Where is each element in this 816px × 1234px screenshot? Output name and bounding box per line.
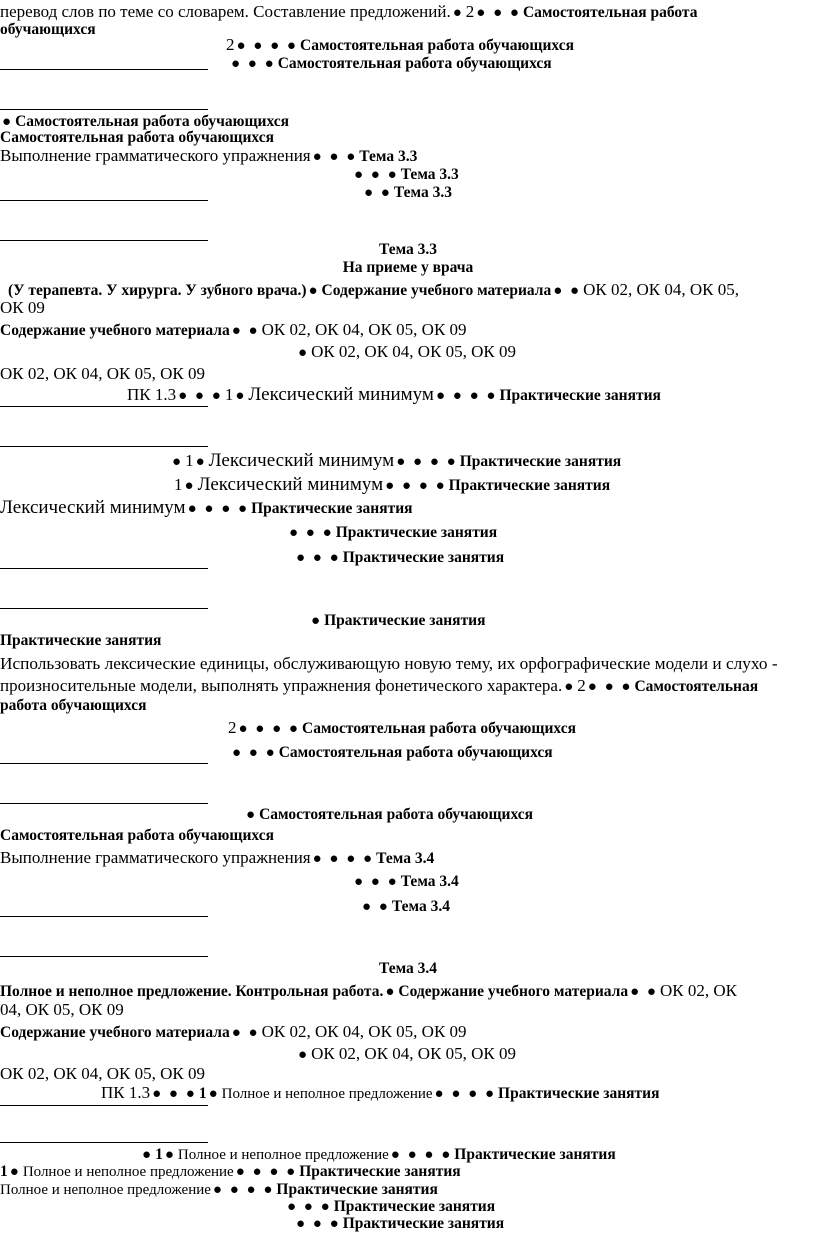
bullet-icon: ● [246,807,258,823]
bullet-icon: ● ● ● [178,388,223,404]
bold-text: Самостоятельная работа обучающихся [300,37,574,54]
text: Лексический минимум [197,474,384,495]
bold-text: Практические занятия [342,1215,505,1232]
bullet-icon: ● [208,1086,220,1102]
bold-text: Тема 3.3 [393,184,452,201]
bullet-icon: ● ● [231,323,260,339]
text: ОК 02, ОК 04, ОК 05, ОК 09 [311,1044,517,1063]
bullet-icon: ● ● ● [287,1199,332,1215]
separator-line [0,446,208,447]
bullet-icon: ● ● ● [232,745,277,761]
separator-line [0,803,208,804]
separator-line [0,200,208,201]
bullet-icon: ● ● ● [476,5,521,21]
separator-line [0,956,208,957]
section-heading: Тема 3.3 [378,241,438,258]
text-line: работа обучающихся [0,697,147,714]
text-line [0,676,758,697]
text-line [287,522,497,543]
section-subtitle: На приеме у врача [342,259,474,276]
bullet-icon: ● ● ● ● [236,38,298,54]
bold-text: 1 [0,1163,8,1180]
bullet-icon: ● ● ● ● [435,388,498,404]
text: ОК 02, ОК 04, ОК 05, [583,280,739,299]
number: 2 [465,2,475,21]
text-line: ОК 02, ОК 04, ОК 05, ОК 09 [0,1064,205,1083]
text-line [294,547,504,568]
bold-text: Полное и неполное предложение. Контрольная работа. [0,983,384,1000]
bold-text: Самостоятельная работа обучающихся [15,113,290,130]
text-line [244,804,533,825]
number: 2 [228,718,237,737]
bold-text: 1 [155,1146,163,1163]
bullet-icon: ● ● ● ● [385,478,447,494]
bullet-icon: ● ● ● [354,874,399,890]
text-line [0,2,698,23]
bullet-icon: ● [311,613,323,629]
text: Полное и неполное предложение [177,1147,389,1163]
text-line: обучающихся [0,21,96,38]
bold-text: Практические занятия [459,453,622,470]
bullet-icon: ● ● ● [312,149,358,165]
text-line: Самостоятельная работа обучающихся [0,129,274,146]
bold-text: Практические занятия [498,1085,660,1102]
bold-text: Самостоятельная работа обучающихся [259,806,534,823]
text-line: Использовать лексические единицы, обслуживающую новую тему, их орфографические модели и слухо - [0,654,778,673]
text-line [0,848,434,869]
bullet-icon: ● ● ● ● [396,454,458,470]
bold-text: Практические занятия [499,387,661,404]
text-line: Практические занятия [0,632,162,649]
section-heading: Тема 3.4 [378,960,438,977]
bullet-icon: ● ● [553,283,582,299]
bullet-icon: ● [235,388,247,404]
bullet-icon: ● ● ● ● [434,1086,497,1102]
separator-line [0,1105,208,1106]
separator-line [0,109,208,110]
text: ОК 02, ОК [659,981,737,1000]
bullet-icon: ● ● ● [587,679,633,695]
bullet-icon: ● ● [364,185,392,201]
bullet-icon: ● ● ● [152,1086,197,1102]
bold-text: Самостоятельная работа обучающихся [278,744,553,761]
bullet-icon: ● [9,1164,21,1180]
text-line [230,742,553,763]
bullet-icon: ● ● ● [296,550,341,566]
bullet-icon: ● [164,1147,176,1163]
text-line [8,280,739,301]
text-line [0,320,467,341]
bullet-icon: ● ● ● ● [187,501,250,517]
bullet-icon: ● [142,1147,154,1163]
bold-text: Самостоятельная работа [522,4,698,21]
text: перевод слов по теме со словарем. Составление предложений. [0,2,451,21]
text: ПК 1.3 [127,385,177,404]
bold-text: Содержание учебного материала [398,983,629,1000]
text-line [170,451,621,472]
text-line [309,610,486,631]
text: ПК 1.3 [101,1083,151,1102]
bullet-icon: ● [184,478,196,494]
text: ОК 02, ОК 04, ОК 05, ОК 09 [261,320,467,339]
bullet-icon: ● ● ● [354,167,399,183]
bold-text: Тема 3.3 [400,166,459,183]
text: произносительные модели, выполнять упражнения фонетического характера. [0,676,563,695]
text-line [0,1022,467,1043]
bold-text: Тема 3.4 [400,873,459,890]
bold-text: Практические занятия [276,1181,438,1198]
text-line [296,342,516,363]
bold-text: Содержание учебного материала [0,322,230,339]
text-line [229,53,552,74]
bold-text: Практические занятия [335,524,498,541]
text: ОК 02, ОК 04, ОК 05, ОК 09 [311,342,517,361]
text-line [228,718,576,739]
text: Лексический минимум [208,450,395,471]
bold-text: Самостоятельная [634,678,759,695]
bullet-icon: ● ● ● ● [238,721,300,737]
bullet-icon: ● ● ● ● [390,1147,453,1163]
bullet-icon: ● ● [231,1025,260,1041]
number: 1 [224,385,234,404]
bold-text: Самостоятельная работа обучающихся [277,55,552,72]
bold-text: Тема 3.3 [359,148,418,165]
text-line [296,1044,516,1065]
number: 2 [577,676,586,695]
text-line [362,182,452,203]
bold-text: Практические занятия [299,1163,461,1180]
bullet-icon: ● ● ● ● [212,1182,275,1198]
bold-text: Практические занятия [342,549,505,566]
separator-line [0,69,208,70]
bullet-icon: ● ● ● ● [312,851,375,867]
separator-line [0,763,208,764]
bullet-icon: ● [385,984,397,1000]
bold-text: Практические занятия [333,1198,496,1215]
text-line: 04, ОК 05, ОК 09 [0,1000,124,1019]
text: Полное и неполное предложение [221,1086,433,1102]
bullet-icon: ● [172,454,184,470]
text: Выполнение грамматического упражнения [0,848,311,867]
separator-line [0,916,208,917]
bullet-icon: ● [298,1047,310,1063]
separator-line [0,1142,208,1143]
separator-line [0,406,208,407]
text-line [0,498,413,519]
bullet-icon: ● ● [362,899,390,915]
bold-text: Содержание учебного материала [321,282,552,299]
text-line [174,475,610,496]
bullet-icon: ● [2,114,14,130]
bold-text: Практические занятия [251,500,413,517]
text: Полное и неполное предложение [22,1164,234,1180]
bold-text: Практические занятия [324,612,486,629]
number: 1 [185,451,194,470]
text-line: Самостоятельная работа обучающихся [0,827,274,844]
text-line: ОК 09 [0,298,45,317]
text: Лексический минимум [248,384,434,405]
bullet-icon: ● ● ● [289,525,334,541]
bold-text: Тема 3.4 [376,850,435,867]
bold-text: 1 [198,1085,207,1102]
bold-text: Практические занятия [454,1146,616,1163]
text: Полное и неполное предложение [0,1182,211,1198]
bold-text: Тема 3.4 [391,898,450,915]
bullet-icon: ● ● ● ● [235,1164,298,1180]
bullet-icon: ● [298,345,310,361]
bullet-icon: ● [308,283,320,299]
number: 1 [174,475,183,494]
text: Выполнение грамматического упражнения [0,146,311,165]
text-line [127,385,661,406]
text-line [101,1083,659,1104]
bullet-icon: ● [452,5,464,21]
number: 2 [226,35,235,54]
text-line: ОК 02, ОК 04, ОК 05, ОК 09 [0,364,205,383]
bullet-icon: ● ● [630,984,658,1000]
bullet-icon: ● ● ● [231,56,276,72]
text: Лексический минимум [0,497,186,518]
bullet-icon: ● ● ● [296,1216,341,1232]
separator-line [0,608,208,609]
text: ОК 02, ОК 04, ОК 05, ОК 09 [261,1022,467,1041]
bold-text: (У терапевта. У хирурга. У зубного врача.) [8,282,307,299]
text-line [294,1213,504,1234]
bold-text: Самостоятельная работа обучающихся [302,720,576,737]
bullet-icon: ● [564,679,576,695]
text-line [352,871,459,892]
text-line [360,896,450,917]
separator-line [0,568,208,569]
text-line [0,981,737,1002]
bold-text: Содержание учебного материала [0,1024,230,1041]
bold-text: Практические занятия [448,477,611,494]
bullet-icon: ● [195,454,207,470]
